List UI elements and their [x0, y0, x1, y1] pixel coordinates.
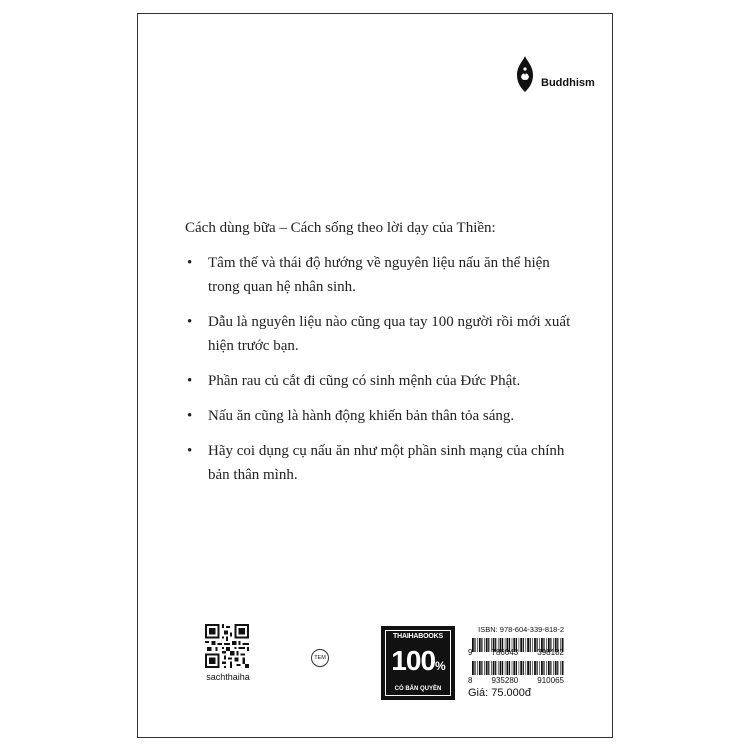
barcode-bar [516, 661, 517, 675]
barcode-bar [562, 661, 564, 675]
barcode-bar [519, 661, 520, 675]
barcode-bar [534, 661, 536, 675]
barcode-bar [532, 661, 533, 675]
barcode-bar [481, 661, 482, 675]
barcode-bar [479, 661, 481, 675]
badge-note: CÓ BẢN QUYỀN [394, 686, 442, 692]
bullet-item: • Hãy coi dụng cụ nấu ăn như một phần sinh mạng của chính bản thân mình. [185, 439, 580, 487]
barcode-bar [488, 661, 489, 675]
stamp-seal: TEM [311, 649, 329, 667]
barcode-bar [555, 661, 557, 675]
barcode-bar [541, 661, 543, 675]
barcode-bar [523, 661, 524, 675]
barcode-bar [553, 661, 554, 675]
copyright-badge [381, 626, 455, 700]
barcode-bar [474, 661, 475, 675]
barcode-bar [500, 661, 502, 675]
barcode-bar [557, 661, 558, 675]
barcode-bar [520, 661, 522, 675]
barcode-bar [546, 661, 547, 675]
barcode-bar [502, 661, 503, 675]
barcode-bar [495, 661, 496, 675]
barcode-bar [486, 661, 488, 675]
barcode-digits-1: 9 786043 398182 [468, 648, 564, 657]
barcode-bar [530, 661, 531, 675]
barcode-bar [484, 661, 485, 675]
barcode-bar [507, 661, 509, 675]
barcode-digits-2: 8 935280 910065 [468, 676, 564, 685]
price: Giá: 75.000đ [468, 687, 531, 699]
bullet-item: • Phần rau củ cắt đi cũng có sinh mệnh của Đức Phật. [185, 369, 580, 393]
barcode-bar [472, 661, 474, 675]
bullet-item: • Nấu ăn cũng là hành động khiến bản thân tỏa sáng. [185, 404, 580, 428]
brand-label: Buddhism [541, 77, 595, 89]
bodhi-leaf-icon [514, 55, 536, 93]
barcode-bar [509, 661, 510, 675]
barcode-bar [477, 661, 478, 675]
barcode-bar [526, 661, 527, 675]
description-block [185, 217, 580, 498]
barcode-bar [543, 661, 544, 675]
barcode-bar [537, 661, 538, 675]
barcode-bar [493, 661, 495, 675]
barcode-bar [527, 661, 529, 675]
barcode-bar [512, 661, 513, 675]
bullet-item: • Tâm thế và thái độ hướng về nguyên liệu nấu ăn thể hiện trong quan hệ nhân sinh. [185, 251, 580, 299]
barcode-bar [498, 661, 499, 675]
badge-brand: THAIHABOOKS [393, 633, 443, 640]
barcode-bar [550, 661, 551, 675]
badge-number: 100% [391, 644, 445, 676]
barcode-bar [539, 661, 540, 675]
barcode-bar [548, 661, 550, 675]
isbn-text: ISBN: 978-604-339-818-2 [478, 625, 564, 634]
qr-code [205, 624, 249, 668]
barcode-bar [560, 661, 561, 675]
barcode-bar [513, 661, 515, 675]
intro-text: Cách dùng bữa – Cách sống theo lời dạy của Thiền: [185, 220, 496, 236]
qr-label: sachthaiha [206, 672, 250, 682]
barcode-bar [505, 661, 506, 675]
bullet-item: • Dẫu là nguyên liệu nào cũng qua tay 100 người rồi mới xuất hiện trước bạn. [185, 310, 580, 358]
barcode-bar [491, 661, 492, 675]
brand-logo [514, 54, 595, 94]
bullet-list [185, 251, 580, 487]
book-back-cover [137, 13, 613, 738]
